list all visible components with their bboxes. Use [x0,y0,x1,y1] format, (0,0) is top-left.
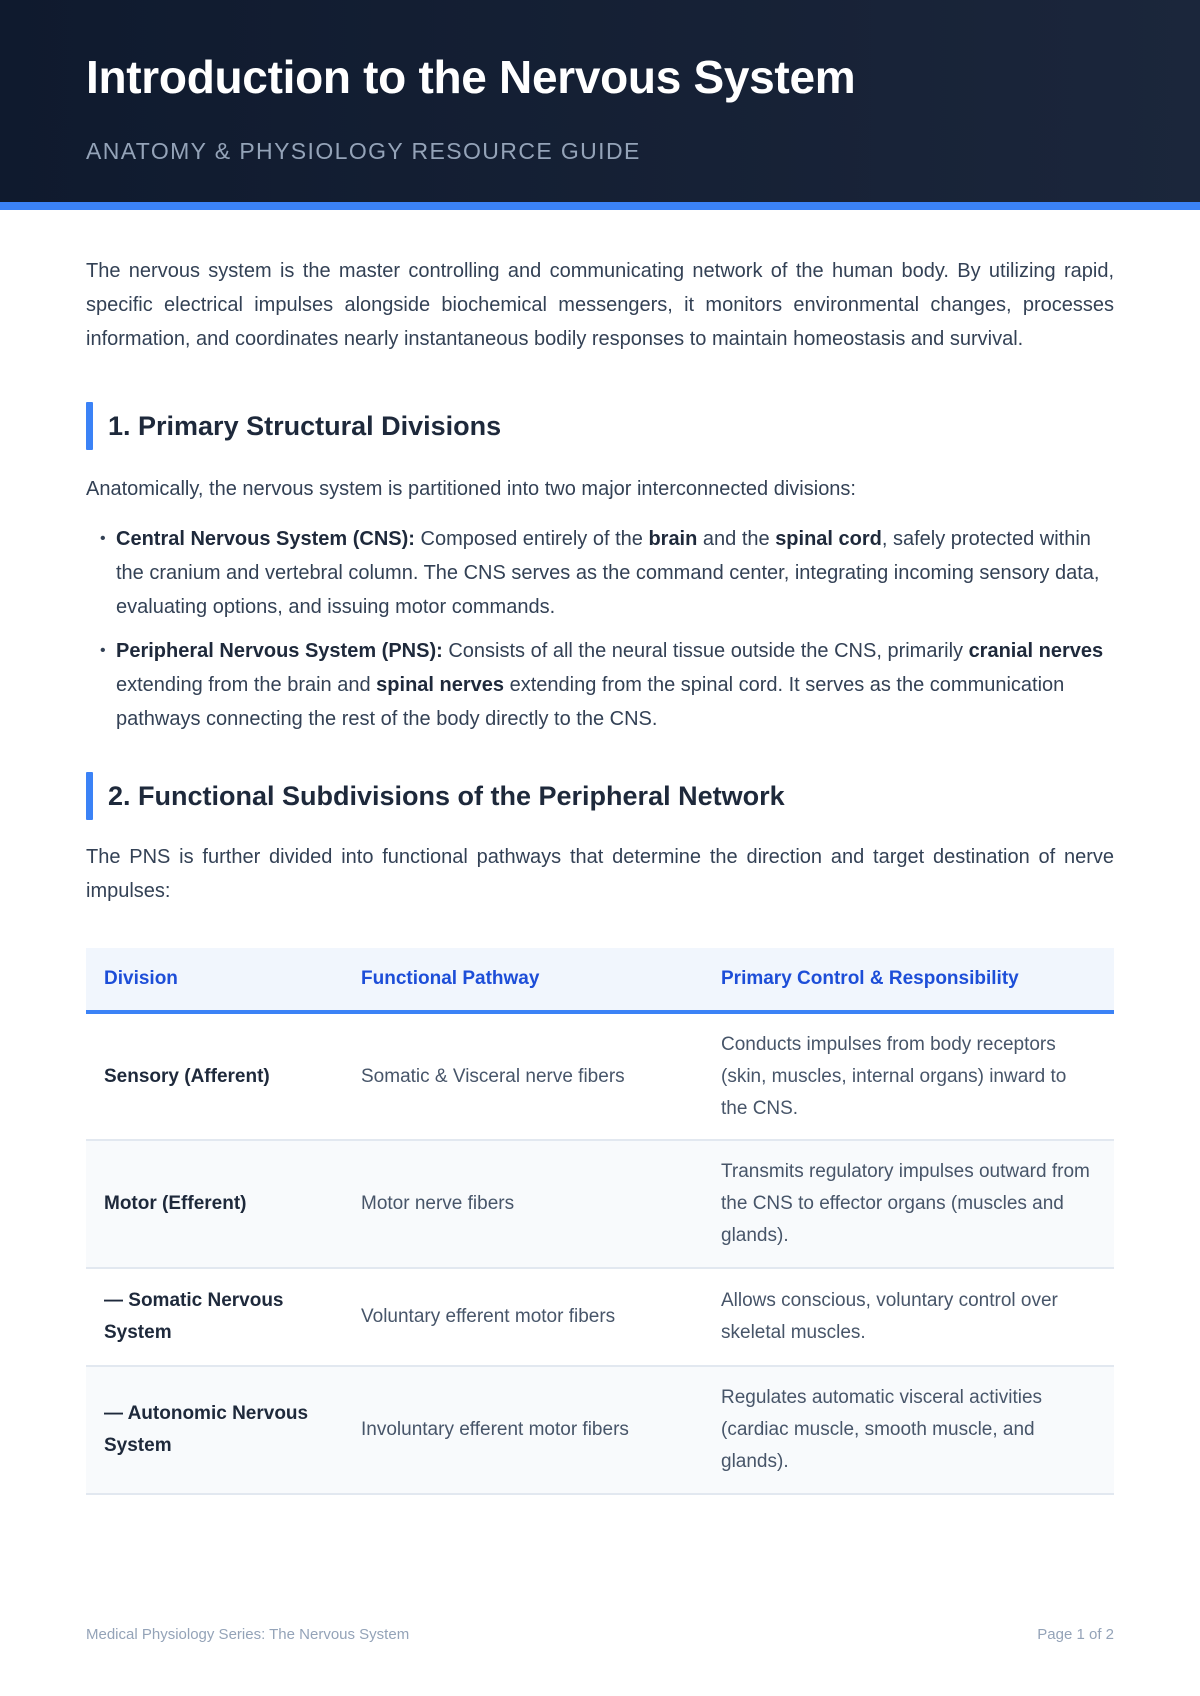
table-cell: Motor (Efferent) [86,1140,343,1268]
cns-bold-spinal-cord: spinal cord [775,528,882,550]
table-row [86,1268,1114,1366]
cns-label: Central Nervous System (CNS): [116,528,415,550]
footer-page-number: Page 1 of 2 [1037,1626,1114,1643]
subdivision-table [86,948,1114,1495]
footer-series-title: Medical Physiology Series: The Nervous System [86,1626,410,1643]
table-cell: Transmits regulatory impulses outward from the CNS to effector organs (muscles and glands). [703,1140,1114,1268]
table-header-row [86,948,1114,1012]
table-cell: Conducts impulses from body receptors (skin, muscles, internal organs) inward to the CNS. [703,1012,1114,1140]
table-row [86,1012,1114,1140]
pns-bold-cranial-nerves: cranial nerves [968,640,1104,662]
page-subtitle: ANATOMY & PHYSIOLOGY RESOURCE GUIDE [86,138,641,164]
cns-bold-brain: brain [648,528,698,550]
list-item-cns [104,522,1114,624]
page-header [0,0,1200,210]
pns-text-3: extending from the spinal cord. It serves as the communication pathways connecting the rest of the body directly to the CNS. [116,674,1065,730]
column-header-pathway: Functional Pathway [343,948,703,1012]
column-header-division: Division [86,948,343,1012]
intro-paragraph: The nervous system is the master controlling and communicating network of the human body. By utilizing rapid, specific electrical impulses alongside biochemical messengers, it monitors environmental changes, processes information, and coordinates nearly instantaneous bodily responses to maintain homeostasis and survival. [86,260,1114,350]
division-list [86,522,1114,736]
pns-text-1: Consists of all the neural tissue outside the CNS, primarily [442,640,969,662]
table-row [86,1140,1114,1268]
table-cell: Regulates automatic visceral activities (cardiac muscle, smooth muscle, and glands). [703,1366,1114,1494]
section-functional-lead: The PNS is further divided into functional pathways that determine the direction and target destination of nerve impulses: [86,846,1114,902]
table-cell: Allows conscious, voluntary control over skeletal muscles. [703,1268,1114,1366]
pns-label: Peripheral Nervous System (PNS): [116,640,443,662]
cns-text-2: and the [697,528,776,550]
table-cell: Sensory (Afferent) [86,1012,343,1140]
pns-bold-spinal-nerves: spinal nerves [376,674,505,696]
cns-text-3: , safely protected within the cranium and vertebral column. The CNS serves as the command center, integrating incoming sensory data, evaluating options, and issuing motor commands. [116,528,1100,618]
column-header-control: Primary Control & Responsibility [703,948,1114,1012]
section-heading-structural: 1. Primary Structural Divisions [86,406,1114,446]
table-cell: Somatic & Visceral nerve fibers [343,1012,703,1140]
section-heading-functional: 2. Functional Subdivisions of the Peripheral Network [86,776,1114,816]
table-row [86,1366,1114,1494]
list-item-pns [104,634,1114,736]
section-structural-lead: Anatomically, the nervous system is partitioned into two major interconnected divisions: [86,478,856,500]
table-cell: — Somatic Nervous System [86,1268,343,1366]
table-cell: — Autonomic Nervous System [86,1366,343,1494]
table-cell: Motor nerve fibers [343,1140,703,1268]
table-cell: Involuntary efferent motor fibers [343,1366,703,1494]
table-cell: Voluntary efferent motor fibers [343,1268,703,1366]
document-body [86,254,1114,1495]
page-title: Introduction to the Nervous System [86,51,856,103]
pns-text-2: extending from the brain and [116,674,377,696]
cns-text-1: Composed entirely of the [414,528,649,550]
